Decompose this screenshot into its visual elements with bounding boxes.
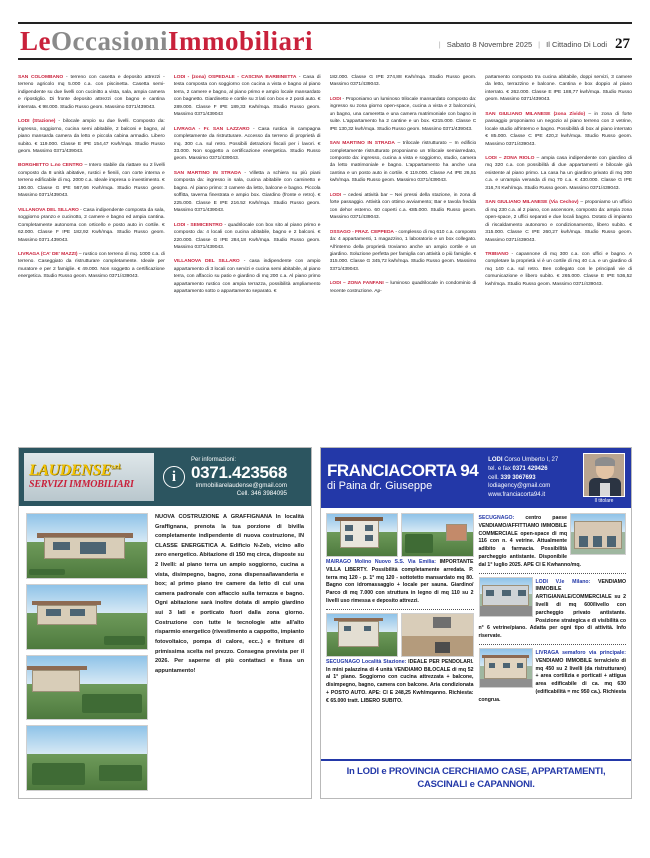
franciacorta-email[interactable]: lodiagency@gmail.com: [488, 483, 551, 490]
property-photo-garden-3: [26, 655, 148, 721]
listing-photo-garden: [401, 513, 473, 557]
laudense-logo-tagline: SERVIZI IMMOBILIARI: [29, 479, 134, 490]
classified-ad: [174, 74, 321, 119]
classified-ad: [485, 74, 632, 104]
classified-ad: [330, 96, 477, 133]
classifieds-grid: [18, 69, 632, 441]
listing-heading: LIVRAGA semaforo via principale:: [535, 649, 626, 656]
classified-ad: [18, 251, 165, 281]
classified-location: SAN COLOMBANO: [18, 74, 64, 80]
classified-body: - Casa indipendente composta da sala, soggiorno pranzo e cucinotto, 2 camere e bagno ed ampia cantina. Completamente autonoma con orticello e posto auto in cortile. € 62.000. Classe F IPE 182,92 Kwh/mqa. Studio Russo geom. Massimo 0371.439043.: [18, 207, 165, 243]
portrait-caption: Il titolare: [594, 497, 614, 504]
classified-ad: [174, 126, 321, 163]
masthead-date: Sabato 8 Novembre 2025: [446, 40, 533, 49]
franciacorta-listings-left: [326, 513, 474, 754]
classified-body: - capannone di mq 300 c.a. con uffici e bagno. A completare la proprietà vi è un cortile di mq 40 c.a. e un giardino di mq 140 c.a. sul retro. Ben collegato con le principali vie di comunicazione e libero subito. € 265.000. Classe E IPE 536,52 kwh/mqa. Studio Russo geom. Massimo 0371/439043.: [485, 251, 632, 287]
franciacorta-footer-line1: In LODI e PROVINCIA CERCHIAMO CASE, APPARTAMENTI,: [346, 766, 606, 778]
classifieds-column-2: [174, 69, 321, 441]
info-icon: i: [163, 466, 185, 488]
classified-body: – proponiamo un ufficio di mq 230 c.a. al 2 piano, con ascensore, composto da: ampia zona open-space, 2 uffici separati e due locali bagno. Dotato di impianto di riscaldamento autonomo e condizionamento, libero subito. € 315.000. Classe C IPE 260,27 kwh/mqa. Studio Russo geom. Massimo 0371/439043.: [485, 200, 632, 243]
classified-body: – Intero stabile da riattare su 2 livelli composto da 8 unità abitative, rustici e fienili, con corte interna e terreno edificabile di mq. 2000 c.a. Ideale impresa o investimento. € 190.00. Classe G IPE 567,66 Kwh/mqa. Studio Russo geom. Massimo 0371/439043.: [18, 163, 165, 199]
masthead-page-number: 27: [615, 36, 630, 52]
laudense-contact-text: [191, 457, 287, 498]
classified-body: - quadrilocale con box sito al piano primo e composto da: 4 locali con cucina abitabile, bagno e 2 balconi. € 220.000. Classe G IPE 284,18 Kwh/mqa. Studio Russo geom. Massimo 0371/439043.: [173, 222, 321, 250]
classified-ad: [18, 74, 165, 111]
franciacorta-header: [321, 448, 631, 508]
classified-location: OSSAGO - FRAZ. CEPPEDA: [329, 229, 394, 235]
property-photo-render-2: [26, 584, 148, 650]
classified-ad: [330, 192, 477, 222]
masthead-title-part1: Le: [20, 26, 51, 56]
listing-item: [479, 577, 627, 645]
classified-body: – in zona di forte passaggio proponiamo un negozio al piano terreno con 2 vetrine, locale studio all'interno e bagno. Possibilità di box al piano interrato € 85.000. Classe C IPE 420,2 kwh/mqa. Studio Russo geom. Massimo 0371/439043.: [485, 111, 632, 147]
classified-location: LODI – ZONA FANFANI: [329, 281, 384, 287]
classified-ad: [174, 258, 321, 295]
classified-location: LIVRAGA (CA' DE' MAZZI): [18, 251, 78, 257]
classified-body: - terreno con casetta e deposito attrezzi - terreno agricolo mq 5.000 c.a. con piscinetta. Casetta semi-indipendente su due livelli con cucinitto a vista, sala, ampia camera e ripostiglio. Di fronte deposito attrezzi con bagno e cantina interrata. € 98.000. Studio Russo geom. Massimo 0371/439043.: [18, 74, 165, 110]
classified-ad: [330, 280, 477, 295]
property-photo-garden-4: [26, 725, 148, 791]
classified-ad: [174, 222, 321, 252]
classified-body: - Casa di testa composta con soggiorno con cucina a vista e bagno al piano terra, 2 camere e bagno, al piano primo e ampio locale mansardato con bagnetto. Giardinetto e cortile su 3 lati con box e 2 posti auto. € 289.000. Classe F IPE 189,33 Kwh/mqa. Studio Russo geom. Massimo 0371/439043: [173, 74, 321, 118]
listing-photo-warehouse: [479, 577, 533, 617]
listing-item: [479, 513, 627, 574]
classified-location: SAN MARTINO IN STRADA: [173, 170, 242, 176]
laudense-logo-name: [29, 463, 149, 479]
listing-heading: LODI V.le Milano:: [535, 578, 591, 585]
classifieds-column-3: [330, 69, 477, 441]
listing-body: VENDIAMO IMMOBILE ARTIGIANALE/COMMERCIALE su 2 livelli di mq 600/livello con parcheggio privato antistante. Posizione strategica e di visibilità co n° 6 vetrine/piano. Adatta per ogni tipo di attività. Info riservate.: [478, 578, 626, 640]
laudense-phone[interactable]: 0371.423568: [191, 463, 287, 483]
classified-location: LODI – ZONA RIOLO: [485, 155, 535, 161]
laudense-body-copy: In località Graffignana, prenota la tua porzione di bivilla completamente indipendente di nuova costruzione, IN CLASSE ENERGETICA A. Edificio N-Zeb, vicino allo zero energetico. Abitazione di 150 mq circa, disposte su 2 livelli: al piano terra un ampio soggiorno, cucina a vista, disimpegno, bagno, zona dispensa/lavanderia e box; al primo piano tre camere da letto di cui una camera padronale con affaccio sulla terrazza e bagno. Ogni abitazione sarà inoltre dotata di ampio giardino sui 3 lati e porticato fuori dalla zona giorno. Costruzione con tutte le tecnologie atte all'alto risparmio energetico (rivestimento a cappotto, impianto fotovoltaico, pompa di calore, ecc..) e finiture di primissima scelta nel prezzo. Consegna prevista per il 2026. Per saperne di più contattaci e fissa un appuntamento!: [155, 514, 304, 674]
franciacorta-listings: [321, 508, 631, 759]
listing-photo-building: [326, 613, 398, 657]
classified-location: BORGHETTO L.no CENTRO: [18, 163, 83, 169]
laudense-body-title: NUOVA COSTRUZIONE A GRAFFIGNANA: [155, 514, 272, 520]
classified-location: LODI: [329, 96, 341, 102]
franciacorta-listings-right: [479, 513, 627, 754]
franciacorta-tel[interactable]: 0371 429426: [512, 465, 548, 472]
classified-body: partamento composto tra cucina abitabile, doppi servizi, 3 camere da letto, terrazzino e balcone. Cantina e box doppio al piano interrato. € 262.000. Classe E IPE 188,77 kwh/mqa. Studio Russo geom. Massimo 0371/439043.: [485, 74, 632, 103]
listing-item: [326, 613, 474, 709]
classified-ad: [18, 207, 165, 244]
classified-ad: [330, 229, 477, 274]
franciacorta-contact: [484, 456, 577, 499]
franciacorta-cell-line: [488, 474, 577, 483]
classified-location: LIVRAGA - Fr. SAN LAZZARO: [173, 126, 250, 132]
franciacorta-brand: [327, 462, 478, 493]
classified-ad: [330, 74, 477, 89]
classified-body: – cedesi attività bar – Nei pressi della stazione, in zona di forte passaggio. Attività con ottimo avviamento; Bar e tavola fredda con dehor esterno. 60 coperti c.a. €85.000. Studio Russo geom. Massimo 0371/439043.: [329, 192, 477, 221]
classified-location: TRIBIANO: [485, 251, 509, 257]
classified-ad: [330, 140, 477, 185]
listing-photos: [326, 513, 474, 557]
classified-location: LODI (Stazione): [18, 119, 56, 125]
listing-item: [326, 513, 474, 610]
laudense-logo-suffix: s.r.l.: [111, 462, 122, 471]
listing-body: IDEALE PER PENDOLARI. In mini palazzina di 4 unità VENDIAMO BILOCALE di mq 52 al 1° piano. Soggiorno con cucina attrezzata + balcone, disimpegno, bagno, camera con balcone. Aria condizionata + POSTO AUTO. APE: CI E 248,25 Kwh/mqanno. Richiesta: € 65.000 tratt. LIBERO SUBITO.: [326, 658, 474, 704]
listing-body: VENDIAMO IMMOBILE terra/cielo di mq 450 su 2 livelli (da ristrutturare) + area cortilizia e porticati + attigua area edificabile di ca. mq 630 (edificabilità = mc 950 ca.). Richiesta congrua.: [478, 657, 626, 703]
franciacorta-advertisement[interactable]: [320, 447, 632, 799]
classified-location: VILLANOVA DEL SILLARO: [18, 207, 79, 213]
masthead-publication: Il Cittadino Di Lodi: [546, 40, 607, 49]
franciacorta-brand-name: FRANCIACORTA 94: [327, 461, 479, 481]
classified-location: LODI: [329, 192, 341, 198]
franciacorta-website[interactable]: www.franciacorta94.it: [488, 492, 546, 499]
listing-heading: SECUGNAGO:: [478, 515, 515, 521]
listing-item: [479, 648, 627, 708]
laudense-info-label: Per informazioni:: [191, 456, 237, 463]
classified-body: - complesso di mq 610 c.a. composto da: 4 appartamenti, 1 magazzino, 1 laboratorio e un box collegato. All'interno della proprietà troviamo anche un ampio cortile e un giardino. Soluzione perfetta per famiglia con attività o più famiglie. € 315.000. Classe G 345,72 kwh/mqa. Studio Russo geom. Massimo 0371/439043.: [329, 229, 477, 272]
laudense-logo: [24, 453, 154, 501]
franciacorta-portrait: [583, 453, 625, 504]
laudense-advertisement[interactable]: [18, 447, 312, 799]
classified-location: SAN GIULIANO MILANESE (zona Zivido): [485, 111, 586, 117]
franciacorta-tel-line: [488, 465, 577, 474]
property-photo-render-1: [26, 513, 148, 579]
listing-photos: [326, 613, 474, 657]
laudense-body-text: [155, 513, 304, 791]
listing-photo-commercial: [570, 513, 626, 555]
classified-location: VILLANOVA DEL SILLARO: [173, 259, 240, 265]
classified-body: - Casa rustica in campagna completamente da ristrutturare. Accesso da terreno di proprietà di mq. 300 c.a. sul retro. Possibili detrazioni fiscali per i lavori. € 33.000. Non soggetto a certificazione energetica. Studio Russo geom. Massimo 0371/439043.: [173, 126, 321, 162]
classified-ad: [485, 251, 632, 288]
laudense-header: [19, 448, 311, 506]
franciacorta-footer-line2: CASCINALI e CAPANNONI.: [417, 779, 535, 791]
classified-body: - bilocale ampio su due livelli. Composto da: ingresso, soggiorno, cucina semi abitabile, 2 balconi e bagno, al piano mansarda camera da letto e piccola cabina armadio. Libero subito. € 119.000. Classe E IPE 154,47 Kwh/mqa. Studio Russo geom. Massimo 0371/439043.: [18, 119, 165, 154]
listing-text: [326, 659, 474, 706]
laudense-logo-text: LAUDENSE: [29, 462, 112, 479]
masthead: [18, 22, 632, 60]
franciacorta-cell-label: cell.: [488, 474, 499, 481]
franciacorta-address-line: [488, 456, 577, 465]
classified-ad: [18, 162, 165, 199]
listing-text: [326, 559, 474, 606]
franciacorta-cell[interactable]: 339 3067693: [500, 474, 536, 481]
masthead-divider-left: |: [438, 40, 441, 49]
classified-body: – trilocale ristrutturato – In edificio completamente ristrutturato proponiamo un trilocale semiarredato, composto da: ingresso, cucina a vista e soggiorno, studio, camera da letto matrimoniale e bagno. L'appartamento ha anche una cantina e un posto auto in cortile. € 119.000. Classe A4 IPE 26,51 kwh/mqa. Studio Russo geom. Massimo 0371/439043.: [329, 141, 477, 184]
page-title: [20, 28, 313, 55]
classifieds-column-1: [18, 69, 165, 441]
laudense-email[interactable]: immobiliarelaudense@gmail.com: [195, 481, 287, 489]
advertisements-area: [18, 447, 632, 799]
laudense-body: [19, 506, 311, 798]
classified-body: - Proponiamo un luminoso trilocale mansardato composto da: ingresso su zona giorno open-space, cucina a vista e 2 balconcini, un bagno, una cameretta e una camera matrimoniale con bagno in suite. L'appartamento ha 2 cantine e un box. €215.000. Classe C IPE 130,32 kwh/mqa. Studio Russo geom. Massimo 0371/439043.: [329, 96, 477, 132]
laudense-contact: [154, 453, 305, 501]
masthead-title-part3: Immobiliari: [168, 26, 313, 56]
classified-ad: [485, 199, 632, 244]
classified-location: SAN GIULIANO MILANESE (Via Cechov): [485, 200, 579, 206]
classified-body: – rustico con terreno di mq. 1000 c.a. di terreno. Caseggiato da ristrutturare completamente. Ideale per muratore e per 2 famiglie. € 49.000. Non soggetto a certificazione energetica. Studio Russo geom. Massimo 0371/439043.: [18, 251, 165, 280]
avatar: [583, 453, 625, 497]
listing-photo-corner-building: [479, 648, 533, 688]
listing-photo-villa: [326, 513, 398, 557]
franciacorta-city: LODI: [488, 457, 503, 464]
classified-body: - casa indipendente con ampio appartamento di 3 locali con servizi e cucina semi abitabile, al piano terra, con affaccio su patio e giardino di mq 200 c.a. Al piano primo appartamento rustico con ampia terrazza, possibilità ampliamento appartamento sotto o appartamento separato. €: [173, 259, 321, 295]
classified-location: LODI - (zona) OSPEDALE - CASCINA BARBINETTA: [173, 74, 297, 80]
classified-body: 182.000. Classe G IPE 274,88 Kwh/mqa. Studio Russo geom. Massimo 0371/439043.: [329, 74, 477, 88]
masthead-meta: [439, 36, 630, 55]
listing-heading: SECUGNAGO Località Stazione:: [326, 658, 407, 665]
classified-ad: [485, 111, 632, 148]
listing-body: IMPORTANTE VILLA LIBERTY. Possibilità completamente arredata. P. terra mq 120 - p. 1° mq 120 - sottotetto mansardato mq 80. Bagno con idromassaggio + locale per sauna. Giardino/ Parco di mq 7.000 con struttura in legno di mq 110 su 2 livelli uso rimessa e deposito attrezzi.: [326, 559, 474, 604]
classified-ad: [18, 118, 165, 155]
franciacorta-tel-label: tel. e fax: [488, 465, 511, 472]
classified-ad: [485, 155, 632, 192]
classified-location: LODI - SEMICENTRO: [173, 222, 223, 228]
classified-location: SAN MARTINO IN STRADA: [329, 141, 395, 147]
franciacorta-footer: [321, 759, 631, 798]
classified-body: – luminoso quadrilocale in condominio di recente costruzione. Ap-: [329, 281, 477, 294]
masthead-title-part2: Occasioni: [51, 26, 168, 56]
listing-heading: MAIRAGO Molino Nuovo S.S. Via Emilia:: [326, 559, 437, 565]
listing-body: centro paese VENDIAMO/AFFITTIAMO IMMOBILE COMMERCIALE open-space di mq 116 con n. 4 vetrine. Attualmente adibito a farmacia. Possibilità parcheggio antistante. Disponibile dal 1° luglio 2025. APE CI E Kwhanno/mq.: [478, 515, 581, 568]
listing-photo-kitchen: [401, 613, 473, 657]
franciacorta-address: Corso Umberto I, 27: [504, 457, 559, 464]
franciacorta-brand-owner: di Paina dr. Giuseppe: [327, 480, 433, 493]
classified-ad: [174, 170, 321, 215]
laudense-cell[interactable]: Cell. 346 3984095: [236, 489, 287, 497]
classified-body: – ampia casa indipendente con giardino di mq 320 c.a. con possibilità di due appartamenti e bilocale già esistente al piano primo. La casa ha un giardino privato di mq 300 c.a. e un'ampia veranda di mq 70 c.a. € 430.000. Classe G IPE 316,74 Kwh/mqa. Studio Russo geom. Massimo 0371/439043.: [485, 155, 632, 191]
classified-body: - Villetta a schiera su più piani composta da: ingresso in sala, cucina abitabile con caminetto e bagno. Al piano primo: 3 camere da letto, balcone e bagno. Piccola soffitta, taverna finestrata e ampio box. Giardino (fronte e retro). € 225.000. Classe E IPE 216.52 Kwh/mqa. Studio Russo geom. Massimo 0371/439043.: [173, 170, 321, 214]
masthead-divider-mid: |: [538, 40, 541, 49]
classifieds-column-4: [485, 69, 632, 441]
laudense-photo-stack: [26, 513, 148, 791]
